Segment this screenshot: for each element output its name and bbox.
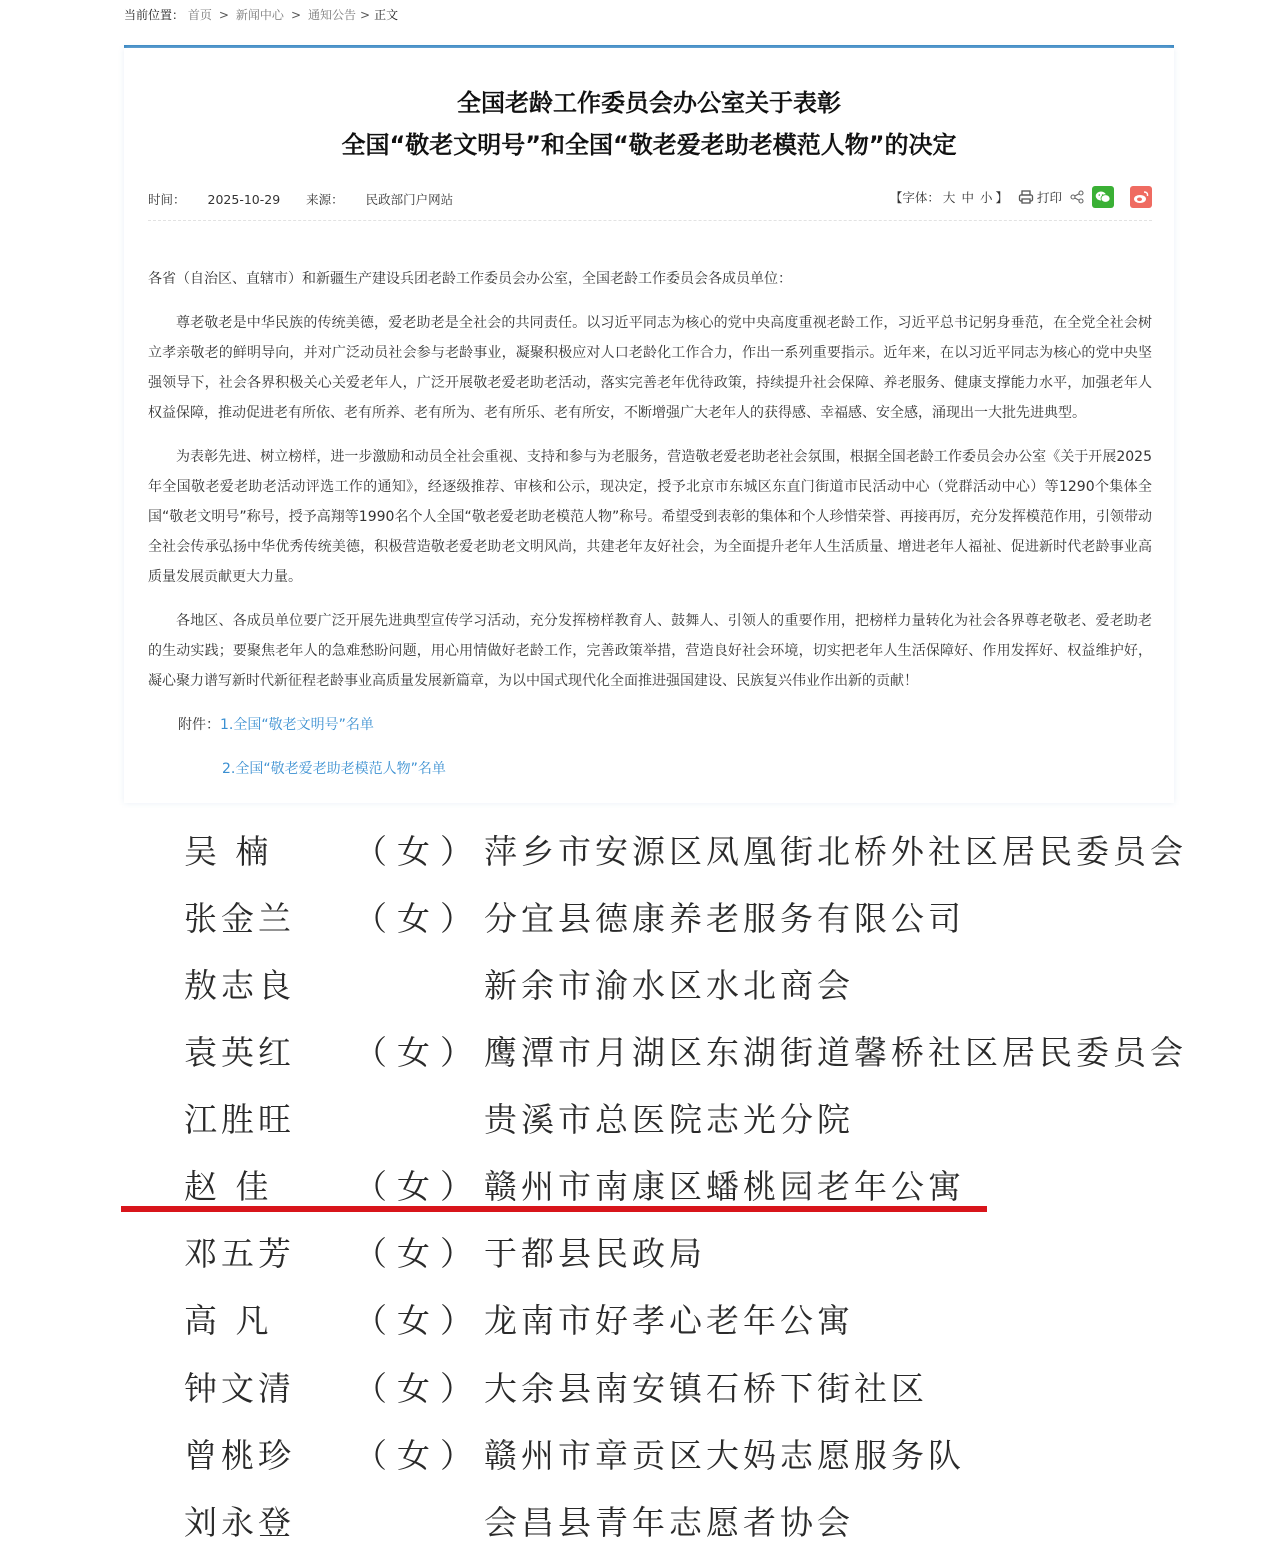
honoree-name: 刘永登	[184, 1503, 295, 1542]
font-large-button[interactable]: 大	[942, 190, 956, 205]
share-icon	[1070, 190, 1084, 204]
share-button[interactable]	[1070, 190, 1084, 204]
article-meta	[148, 188, 1152, 221]
honoree-sex: （女）	[354, 1033, 483, 1072]
honoree-organization: 于都县民政局	[484, 1234, 706, 1273]
print-button[interactable]	[1018, 188, 1062, 206]
honoree-sex: （女）	[354, 832, 483, 871]
honoree-organization: 萍乡市安源区凤凰街北桥外社区居民委员会	[484, 832, 1187, 871]
breadcrumb-notices[interactable]: 通知公告	[308, 8, 357, 22]
article-source: 来源： 民政部门户网站	[306, 192, 454, 207]
honoree-organization: 鹰潭市月湖区东湖街道馨桥社区居民委员会	[484, 1033, 1187, 1072]
honoree-organization: 分宜县德康养老服务有限公司	[484, 899, 965, 938]
attachment-link-1[interactable]: 1.全国“敬老文明号”名单	[220, 717, 374, 733]
honoree-sex: （女）	[354, 1436, 483, 1475]
font-small-button[interactable]: 小	[979, 190, 993, 205]
weibo-icon	[1133, 190, 1149, 204]
title-line-2: 全国“敬老文明号”和全国“敬老爱老助老模范人物”的决定	[341, 131, 957, 159]
honoree-organization: 贵溪市总医院志光分院	[484, 1100, 854, 1139]
wechat-share-button[interactable]	[1092, 186, 1114, 208]
honoree-name: 赵 佳	[184, 1167, 273, 1206]
honoree-sex: （女）	[354, 1234, 483, 1273]
paragraph-2: 为表彰先进、树立榜样，进一步激励和动员全社会重视、支持和参与为老服务，营造敬老爱老助老社会氛围，根据全国老龄工作委员会办公室《关于开展2025年全国敬老爱老助老活动评选工作的通知》，经逐级推荐、审核和公示，现决定，授予北京市东城区东直门街道市民活动中心（党群活动中心）等1290个集体全国“敬老文明号”称号，授予高翔等1990名个人全国“敬老爱老助老模范人物”称号。希望受到表彰的集体和个人珍惜荣誉、再接再厉，充分发挥模范作用，引领带动全社会传承弘扬中华优秀传统美德，积极营造敬老爱老助老文明风尚，共建老年友好社会，为全面提升老年人生活质量、增进老年人福祉、促进新时代老龄事业高质量发展贡献更大力量。	[148, 449, 1152, 585]
honoree-name: 袁英红	[184, 1033, 295, 1072]
paragraph-1: 尊老敬老是中华民族的传统美德，爱老助老是全社会的共同责任。以习近平同志为核心的党中央高度重视老龄工作，习近平总书记躬身垂范，在全党全社会树立孝亲敬老的鲜明导向，并对广泛动员社会参与老龄事业，凝聚积极应对人口老龄化工作合力，作出一系列重要指示。近年来，在以习近平同志为核心的党中央坚强领导下，社会各界积极关心关爱老年人，广泛开展敬老爱老助老活动，落实完善老年优待政策，持续提升社会保障、养老服务、健康支撑能力水平，加强老年人权益保障，推动促进老有所依、老有所养、老有所为、老有所乐、老有所安，不断增强广大老年人的获得感、幸福感、安全感，涌现出一大批先进典型。	[148, 315, 1152, 421]
font-medium-button[interactable]: 中	[961, 190, 974, 205]
article-body	[148, 264, 1152, 798]
honoree-organization: 大余县南安镇石桥下街社区	[484, 1369, 928, 1408]
breadcrumb-label: 当前位置：	[124, 8, 185, 22]
honoree-name-list	[0, 808, 1280, 1550]
honoree-organization: 赣州市章贡区大妈志愿服务队	[484, 1436, 965, 1475]
breadcrumb-separator: >	[218, 8, 229, 22]
breadcrumb-separator: >	[290, 8, 301, 22]
honoree-sex: （女）	[354, 899, 483, 938]
printer-icon	[1018, 190, 1034, 204]
article-container	[124, 48, 1174, 803]
salutation: 各省（自治区、直辖市）和新疆生产建设兵团老龄工作委员会办公室，全国老龄工作委员会各成员单位：	[148, 271, 792, 287]
honoree-name: 江胜旺	[184, 1100, 295, 1139]
honoree-organization: 新余市渝水区水北商会	[484, 966, 854, 1005]
honoree-sex: （女）	[354, 1369, 483, 1408]
breadcrumb	[124, 6, 398, 23]
attachments	[148, 710, 1152, 740]
breadcrumb-home[interactable]: 首页	[187, 8, 212, 22]
attachment-link-2[interactable]: 2.全国“敬老爱老助老模范人物”名单	[222, 761, 446, 777]
article-title	[124, 82, 1174, 166]
breadcrumb-news-center[interactable]: 新闻中心	[235, 8, 284, 22]
title-line-1: 全国老龄工作委员会办公室关于表彰	[457, 89, 841, 117]
honoree-sex: （女）	[354, 1301, 483, 1340]
honoree-organization: 龙南市好孝心老年公寓	[484, 1301, 854, 1340]
font-size-control: 【字体： 大 中 小 】	[889, 190, 1008, 205]
breadcrumb-separator: >	[360, 8, 371, 22]
attachments-label: 附件：	[178, 717, 220, 733]
red-underline-highlight	[121, 1206, 987, 1212]
honoree-name: 高 凡	[184, 1301, 273, 1340]
honoree-name: 曾桃珍	[184, 1436, 295, 1475]
honoree-sex: （女）	[354, 1167, 483, 1206]
honoree-organization: 赣州市南康区蟠桃园老年公寓	[484, 1167, 965, 1206]
honoree-name: 钟文清	[184, 1369, 295, 1408]
honoree-organization: 会昌县青年志愿者协会	[484, 1503, 854, 1542]
publish-time: 时间： 2025-10-29	[148, 192, 281, 207]
breadcrumb-current: 正文	[374, 8, 399, 22]
weibo-share-button[interactable]	[1130, 186, 1152, 208]
attachments-2	[148, 754, 1152, 784]
wechat-icon	[1095, 190, 1111, 204]
paragraph-3: 各地区、各成员单位要广泛开展先进典型宣传学习活动，充分发挥榜样教育人、鼓舞人、引领人的重要作用，把榜样力量转化为社会各界尊老敬老、爱老助老的生动实践；要聚焦老年人的急难愁盼问题，用心用情做好老龄工作，完善政策举措，营造良好社会环境，切实把老年人生活保障好、作用发挥好、权益维护好，凝心聚力谱写新时代新征程老龄事业高质量发展新篇章，为以中国式现代化全面推进强国建设、民族复兴伟业作出新的贡献！	[148, 613, 1152, 689]
honoree-name: 敖志良	[184, 966, 295, 1005]
print-label: 打印	[1036, 190, 1062, 205]
honoree-name: 吴 楠	[184, 832, 273, 871]
honoree-name: 张金兰	[184, 899, 295, 938]
honoree-name: 邓五芳	[184, 1234, 295, 1273]
